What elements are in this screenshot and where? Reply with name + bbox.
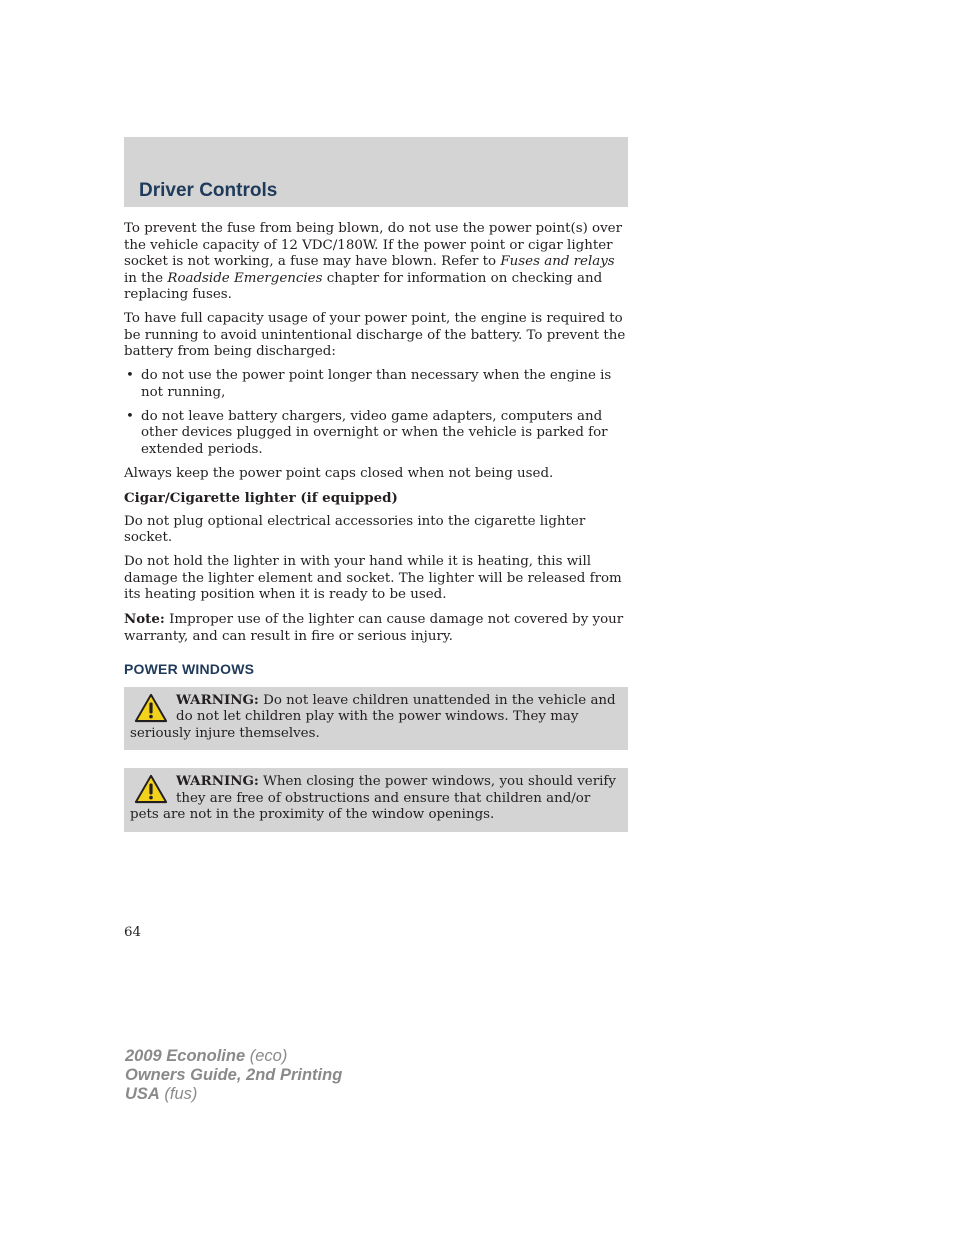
bullet-icon: • [126,408,134,424]
note-paragraph [124,611,628,645]
warning-triangle-icon [134,774,168,804]
power-windows-heading: POWER WINDOWS [124,661,255,677]
section-title: Driver Controls [139,180,278,201]
note-label: Note: [124,611,165,627]
footer-line-region [125,1085,342,1104]
list-item-text: do not leave battery chargers, video game adapters, computers and other devices plugged in overnight or when the vehicle is parked for extended periods. [141,408,608,457]
paragraph-fuse-text-3: chapter for information on checking and replacing fuses. [124,270,603,302]
page-content [124,221,628,850]
paragraph-fuse-info [124,221,628,304]
fuses-relays-reference: Fuses and relays [500,254,615,269]
footer-model: 2009 Econoline [125,1047,246,1065]
paragraph-lighter-heating: Do not hold the lighter in with your hand while it is heating, this will damage the lighter element and socket. The lighter will be released from its heating position when it is ready to be used. [124,554,622,602]
warning-triangle-icon [134,693,168,723]
bullet-icon: • [126,368,134,383]
warning-text: When closing the power windows, you should verify they are free of obstructions and ensure that children and/or pets are not in the proximity of the window openings. [130,774,616,822]
page-number: 64 [124,925,142,940]
warning-box-obstructions [124,768,628,832]
footer-region: USA [125,1085,160,1103]
warning-box-children [124,687,628,751]
paragraph-fuse-text: To prevent the fuse from being blown, do not use the power point(s) over the vehicle capacity of 12 VDC/180W. If the power point or cigar lighter socket is not working, a fuse may have blown. Refer to [124,221,623,269]
bullet-list [124,368,628,458]
note-text: Improper use of the lighter can cause damage not covered by your warranty, and can result in fire or serious injury. [124,612,624,644]
footer-line-model [125,1047,342,1066]
paragraph-no-accessories: Do not plug optional electrical accessories into the cigarette lighter socket. [124,513,586,545]
paragraph-caps-closed: Always keep the power point caps closed when not being used. [124,465,554,481]
roadside-emergencies-reference: Roadside Emergencies [167,270,323,286]
footer-model-code: (eco) [245,1047,288,1065]
document-footer [125,1047,342,1104]
section-header-bar [124,137,628,207]
warning-label: WARNING: [176,691,259,708]
warning-text: Do not leave children unattended in the vehicle and do not let children play with the power windows. They may seriously injure themselves. [130,692,616,741]
list-item-text: do not use the power point longer than necessary when the engine is not running, [141,368,612,400]
list-item [124,409,628,459]
footer-region-code: (fus) [159,1085,198,1103]
list-item [124,368,628,401]
footer-line-guide [125,1066,342,1085]
paragraph-fuse-text-2: in the [124,270,168,286]
footer-guide: Owners Guide, 2nd Printing [125,1066,343,1084]
subheading-cigar-lighter: Cigar/Cigarette lighter (if equipped) [124,489,398,506]
paragraph-full-capacity: To have full capacity usage of your power point, the engine is required to be running to avoid unintentional discharge of the battery. To prevent the battery from being discharged: [124,311,626,359]
warning-label: WARNING: [176,773,259,789]
